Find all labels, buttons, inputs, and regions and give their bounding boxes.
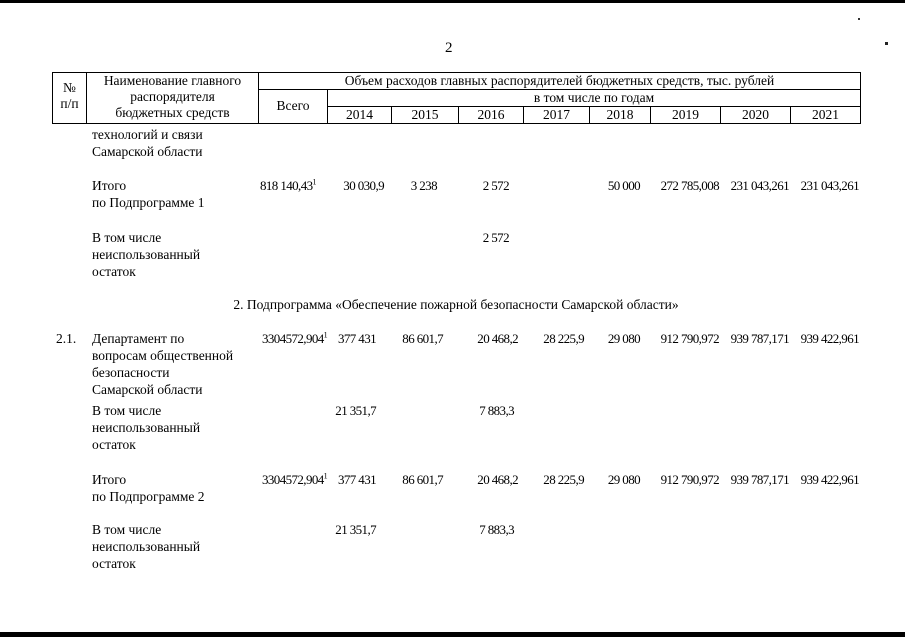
year-2016: 2016 [477,107,505,122]
header-no: № п/п [60,80,79,111]
cell-2017: 28 225,9 [543,472,584,487]
cell-2014: 30 030,9 [343,178,384,193]
year-2019: 2019 [672,107,699,122]
page-number: 2 [445,40,453,56]
year-2020: 2020 [742,107,769,122]
cell-2021: 939 422,961 [800,472,859,487]
header-line [860,72,861,124]
cell-2019: 912 790,972 [660,331,719,346]
bottom-border [0,632,905,637]
header-name: Наименование главного распорядителя бюджетных средств [103,73,242,120]
cell-2018: 29 080 [607,331,640,346]
row-name-continued: технологий и связи Самарской области [92,127,203,159]
row-total: 818 140,43$^1$ [260,177,316,193]
cell-2017: 28 225,9 [543,331,584,346]
cell-2016: 20 468,2 [477,472,518,487]
cell-2015: 86 601,7 [402,331,443,346]
cell-2015: 3 238 [410,178,437,193]
header-line [52,123,860,124]
cell-2014: 377 431 [337,472,376,487]
row-total: 3304572,904$^1$ [262,471,328,487]
cell-2016: 7 883,3 [479,522,514,537]
cell-2020: 939 787,171 [730,472,789,487]
cell-2014: 21 351,7 [335,403,376,418]
cell-2021: 939 422,961 [800,331,859,346]
row-total: 3304572,904$^1$ [262,330,328,346]
row-label: В том числе неиспользованный остаток [92,522,201,571]
header-volume: Объем расходов главных распорядителей бюджетных средств, тыс. рублей [344,73,775,88]
cell-2018: 29 080 [607,472,640,487]
cell-2019: 912 790,972 [660,472,719,487]
header-total: Всего [276,98,310,113]
row-label: Итого по Подпрограмме 1 [92,178,205,210]
row-label: Итого по Подпрограмме 2 [92,472,205,504]
cell-2015: 86 601,7 [402,472,443,487]
year-2015: 2015 [411,107,439,122]
cell-2021: 231 043,261 [800,178,859,193]
row-label: В том числе неиспользованный остаток [92,230,201,279]
row-number: 2.1. [56,331,77,346]
year-2017: 2017 [543,107,570,122]
cell-2016: 2 572 [482,178,509,193]
cell-2020: 939 787,171 [730,331,789,346]
cell-2014: 377 431 [337,331,376,346]
cell-2018: 50 000 [607,178,640,193]
year-2014: 2014 [346,107,373,122]
section-title: 2. Подпрограмма «Обеспечение пожарной безопасности Самарской области» [233,297,679,312]
year-2018: 2018 [606,107,634,122]
cell-2016: 20 468,2 [477,331,518,346]
cell-2016: 7 883,3 [479,403,514,418]
cell-2020: 231 043,261 [730,178,789,193]
row-label: Департамент по вопросам общественной безопасности Самарской области [92,331,234,397]
header-by-years: в том числе по годам [533,90,655,105]
scan-speck [858,18,860,20]
cell-2019: 272 785,008 [660,178,719,193]
row-label: В том числе неиспользованный остаток [92,403,201,452]
year-2021: 2021 [812,107,839,122]
scan-speck [885,42,888,45]
top-border [0,0,905,3]
cell-2016: 2 572 [482,230,509,245]
cell-2014: 21 351,7 [335,522,376,537]
